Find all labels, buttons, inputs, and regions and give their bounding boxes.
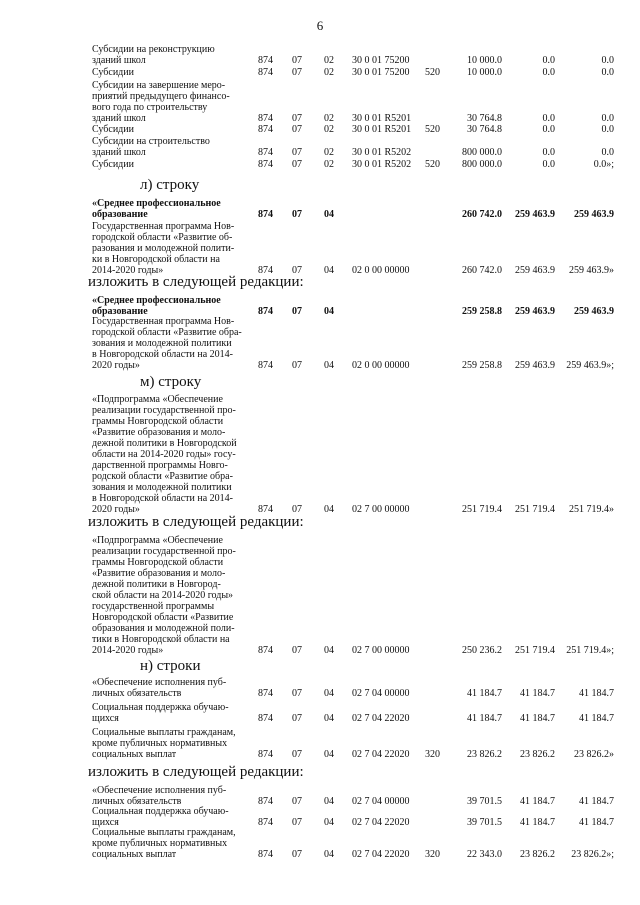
cell-csr: 30 0 01 75200 <box>352 67 410 78</box>
cell-v3: 0.0 <box>601 67 614 78</box>
cell-v2: 41 184.7 <box>520 713 555 724</box>
cell-csr: 02 7 04 22020 <box>352 713 410 724</box>
cell-rz: 07 <box>292 113 302 124</box>
cell-csr: 02 0 00 00000 <box>352 360 410 371</box>
cell-pr: 04 <box>324 796 334 807</box>
cell-ved: 874 <box>258 124 273 135</box>
cell-rz: 07 <box>292 645 302 656</box>
row-name: Социальные выплаты гражданам, кроме публичных нормативных социальных выплат <box>92 827 236 860</box>
cell-csr: 02 7 04 22020 <box>352 849 410 860</box>
cell-csr: 02 7 00 00000 <box>352 645 410 656</box>
table-row <box>0 136 640 158</box>
cell-ved: 874 <box>258 209 273 220</box>
cell-v1: 259 258.8 <box>462 306 502 317</box>
table-row <box>0 44 640 66</box>
cell-rz: 07 <box>292 713 302 724</box>
row-name: «Среднее профессиональное образование <box>92 295 221 317</box>
cell-rz: 07 <box>292 147 302 158</box>
cell-ved: 874 <box>258 713 273 724</box>
cell-v2: 23 826.2 <box>520 749 555 760</box>
cell-pr: 04 <box>324 849 334 860</box>
cell-v1: 260 742.0 <box>462 265 502 276</box>
cell-v1: 800 000.0 <box>462 159 502 170</box>
cell-v2: 41 184.7 <box>520 796 555 807</box>
cell-pr: 04 <box>324 713 334 724</box>
cell-v2: 0.0 <box>542 55 555 66</box>
row-name: «Обеспечение исполнения пуб- личных обязательств <box>92 677 227 699</box>
cell-rz: 07 <box>292 306 302 317</box>
cell-v2: 41 184.7 <box>520 688 555 699</box>
cell-v2: 251 719.4 <box>515 645 555 656</box>
cell-v3: 0.0 <box>601 113 614 124</box>
cell-csr: 02 7 04 00000 <box>352 796 410 807</box>
row-name: Социальные выплаты гражданам, кроме публичных нормативных социальных выплат <box>92 727 236 760</box>
cell-pr: 02 <box>324 113 334 124</box>
cell-v3: 41 184.7 <box>579 688 614 699</box>
cell-rz: 07 <box>292 67 302 78</box>
cell-ved: 874 <box>258 265 273 276</box>
cell-v3: 0.0 <box>601 147 614 158</box>
cell-vr: 520 <box>425 124 440 135</box>
cell-rz: 07 <box>292 209 302 220</box>
cell-v1: 259 258.8 <box>462 360 502 371</box>
cell-csr: 30 0 01 R5201 <box>352 113 412 124</box>
cell-v2: 259 463.9 <box>515 360 555 371</box>
cell-vr: 520 <box>425 67 440 78</box>
cell-v1: 260 742.0 <box>462 209 502 220</box>
row-name: Субсидии на реконструкцию зданий школ <box>92 44 215 66</box>
cell-ved: 874 <box>258 504 273 515</box>
cell-v1: 39 701.5 <box>467 817 502 828</box>
cell-ved: 874 <box>258 645 273 656</box>
table-row <box>0 677 640 699</box>
cell-ved: 874 <box>258 55 273 66</box>
cell-pr: 04 <box>324 306 334 317</box>
cell-rz: 07 <box>292 55 302 66</box>
table-row <box>0 535 640 656</box>
cell-v1: 41 184.7 <box>467 713 502 724</box>
row-name: Государственная программа Нов- городской области «Развитие обра- зования и молодежной политики в Новгородской области на 2014- 2020 годы» <box>92 316 242 371</box>
cell-pr: 04 <box>324 817 334 828</box>
cell-v3: 259 463.9» <box>569 265 614 276</box>
cell-rz: 07 <box>292 504 302 515</box>
cell-pr: 04 <box>324 749 334 760</box>
cell-ved: 874 <box>258 147 273 158</box>
cell-pr: 02 <box>324 67 334 78</box>
cell-csr: 02 7 04 22020 <box>352 749 410 760</box>
cell-v1: 251 719.4 <box>462 504 502 515</box>
cell-v2: 259 463.9 <box>515 209 555 220</box>
cell-vr: 520 <box>425 159 440 170</box>
cell-pr: 04 <box>324 645 334 656</box>
cell-vr: 320 <box>425 849 440 860</box>
cell-csr: 02 0 00 00000 <box>352 265 410 276</box>
table-row <box>0 394 640 515</box>
table-row <box>0 806 640 828</box>
cell-v1: 800 000.0 <box>462 147 502 158</box>
cell-ved: 874 <box>258 849 273 860</box>
cell-v3: 23 826.2» <box>574 749 614 760</box>
cell-pr: 04 <box>324 688 334 699</box>
section-heading: изложить в следующей редакции: <box>88 514 304 530</box>
table-row <box>0 67 640 78</box>
cell-ved: 874 <box>258 360 273 371</box>
cell-v1: 22 343.0 <box>467 849 502 860</box>
cell-rz: 07 <box>292 688 302 699</box>
cell-ved: 874 <box>258 113 273 124</box>
cell-ved: 874 <box>258 688 273 699</box>
cell-ved: 874 <box>258 749 273 760</box>
section-heading: изложить в следующей редакции: <box>88 274 304 290</box>
table-row <box>0 727 640 760</box>
cell-csr: 30 0 01 R5201 <box>352 124 412 135</box>
table-row <box>0 316 640 371</box>
cell-pr: 02 <box>324 147 334 158</box>
page-number: 6 <box>316 18 324 33</box>
section-heading: л) строку <box>140 177 200 193</box>
table-row <box>0 702 640 724</box>
cell-pr: 02 <box>324 55 334 66</box>
section-heading: изложить в следующей редакции: <box>88 764 304 780</box>
table-row <box>0 198 640 220</box>
cell-v2: 0.0 <box>542 159 555 170</box>
cell-ved: 874 <box>258 159 273 170</box>
cell-csr: 30 0 01 75200 <box>352 55 410 66</box>
cell-v2: 23 826.2 <box>520 849 555 860</box>
cell-v3: 0.0 <box>601 55 614 66</box>
row-name: «Среднее профессиональное образование <box>92 198 221 220</box>
cell-v3: 41 184.7 <box>579 817 614 828</box>
cell-csr: 30 0 01 R5202 <box>352 147 412 158</box>
cell-rz: 07 <box>292 749 302 760</box>
cell-v1: 250 236.2 <box>462 645 502 656</box>
row-name: Социальная поддержка обучаю- щихся <box>92 806 229 828</box>
cell-rz: 07 <box>292 159 302 170</box>
cell-v3: 0.0 <box>601 124 614 135</box>
cell-v3: 41 184.7 <box>579 796 614 807</box>
cell-ved: 874 <box>258 67 273 78</box>
cell-v2: 0.0 <box>542 124 555 135</box>
cell-vr: 320 <box>425 749 440 760</box>
cell-rz: 07 <box>292 265 302 276</box>
cell-rz: 07 <box>292 124 302 135</box>
cell-v2: 259 463.9 <box>515 265 555 276</box>
cell-v1: 39 701.5 <box>467 796 502 807</box>
row-name: Социальная поддержка обучаю- щихся <box>92 702 229 724</box>
table-row <box>0 80 640 124</box>
cell-csr: 02 7 04 22020 <box>352 817 410 828</box>
section-heading: м) строку <box>140 374 202 390</box>
cell-v1: 30 764.8 <box>467 113 502 124</box>
table-row <box>0 159 640 170</box>
cell-pr: 04 <box>324 504 334 515</box>
cell-v3: 41 184.7 <box>579 713 614 724</box>
cell-v3: 259 463.9 <box>574 209 614 220</box>
cell-v2: 0.0 <box>542 113 555 124</box>
cell-v2: 259 463.9 <box>515 306 555 317</box>
row-name: «Обеспечение исполнения пуб- личных обязательств <box>92 785 227 807</box>
table-row <box>0 827 640 860</box>
section-heading: н) строки <box>140 658 201 674</box>
cell-v1: 10 000.0 <box>467 55 502 66</box>
cell-v3: 251 719.4»; <box>566 645 614 656</box>
cell-v2: 0.0 <box>542 147 555 158</box>
cell-pr: 02 <box>324 124 334 135</box>
cell-v1: 23 826.2 <box>467 749 502 760</box>
row-name: Субсидии <box>92 124 134 135</box>
row-name: «Подпрограмма «Обеспечение реализации государственной про- граммы Новгородской области «Развитие образования и моло- дежной политики в Новгородской области на 2014-2020 годы» госу- дарственной программы Новго- родской области «Развитие обра- зования и молодежной политики в Новгородской области на 2014- 2020 годы» <box>92 394 237 515</box>
cell-rz: 07 <box>292 360 302 371</box>
cell-v2: 41 184.7 <box>520 817 555 828</box>
cell-rz: 07 <box>292 817 302 828</box>
cell-ved: 874 <box>258 306 273 317</box>
cell-v3: 0.0»; <box>593 159 614 170</box>
table-row <box>0 785 640 807</box>
cell-v2: 251 719.4 <box>515 504 555 515</box>
cell-csr: 02 7 00 00000 <box>352 504 410 515</box>
cell-v1: 41 184.7 <box>467 688 502 699</box>
cell-ved: 874 <box>258 817 273 828</box>
cell-v3: 259 463.9»; <box>566 360 614 371</box>
cell-csr: 02 7 04 00000 <box>352 688 410 699</box>
row-name: «Подпрограмма «Обеспечение реализации государственной про- граммы Новгородской области «Развитие образования и моло- дежной политики в Новгород- ской области на 2014-2020 годы» государственной программы Новгородской области «Развитие образования и молодежной поли- тики в Новгородской области на 2014-2020 годы» <box>92 535 236 656</box>
row-name: Государственная программа Нов- городской области «Развитие об- разования и молодежной полити- ки в Новгородской области на 2014-2020 годы» <box>92 221 235 276</box>
cell-v3: 251 719.4» <box>569 504 614 515</box>
cell-v1: 30 764.8 <box>467 124 502 135</box>
row-name: Субсидии на завершение меро- приятий предыдущего финансо- вого года по строительству зданий школ <box>92 80 230 124</box>
row-name: Субсидии <box>92 67 134 78</box>
cell-rz: 07 <box>292 849 302 860</box>
cell-v2: 0.0 <box>542 67 555 78</box>
row-name: Субсидии <box>92 159 134 170</box>
cell-pr: 02 <box>324 159 334 170</box>
cell-pr: 04 <box>324 209 334 220</box>
table-row <box>0 124 640 135</box>
cell-v3: 23 826.2»; <box>571 849 614 860</box>
cell-pr: 04 <box>324 360 334 371</box>
cell-v3: 259 463.9 <box>574 306 614 317</box>
cell-ved: 874 <box>258 796 273 807</box>
cell-csr: 30 0 01 R5202 <box>352 159 412 170</box>
table-row <box>0 295 640 317</box>
cell-rz: 07 <box>292 796 302 807</box>
row-name: Субсидии на строительство зданий школ <box>92 136 210 158</box>
cell-v1: 10 000.0 <box>467 67 502 78</box>
cell-pr: 04 <box>324 265 334 276</box>
table-row <box>0 221 640 276</box>
